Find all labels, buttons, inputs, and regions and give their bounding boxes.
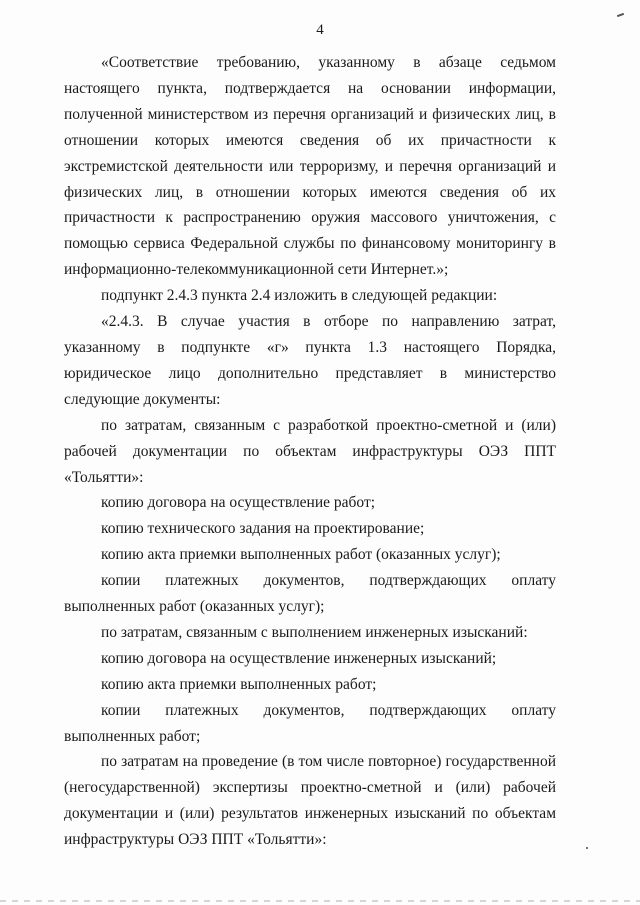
list-item: копии платежных документов, подтверждающих оплату выполненных работ;	[64, 701, 556, 745]
paragraph: по затратам, связанным с выполнением инженерных изысканий:	[101, 623, 528, 641]
scan-edge-line	[0, 900, 640, 902]
list-item: копию договора на осуществление инженерных изысканий;	[101, 649, 497, 667]
paragraph: «Соответствие требованию, указанному в абзаце седьмом настоящего пункта, подтверждается на основании информации, полученной министерством из перечня организаций и физических лиц, в отношении которых имеются сведения об их причастности к экстремистской деятельности или терроризму, и перечня организаций и физических лиц, в отношении которых имеются сведения об их причастности к распространению оружия массового уничтожения, с помощью сервиса Федеральной службы по финансовому мониторингу в информационно-телекоммуникационной сети Интернет.»;	[64, 54, 556, 279]
list-item: копию акта приемки выполненных работ;	[101, 675, 377, 693]
paragraph: по затратам на проведение (в том числе повторное) государственной (негосударственной) экспертизы проектно-сметной и (или) рабочей документации и (или) результатов инженерных изысканий по объектам инфраструктуры ОЭЗ ППТ «Тольятти»:	[64, 753, 556, 849]
paragraph: подпункт 2.4.3 пункта 2.4 изложить в следующей редакции:	[101, 287, 498, 305]
paragraph: по затратам, связанным с разработкой проектно-сметной и (или) рабочей документации по объектам инфраструктуры ОЭЗ ППТ «Тольятти»:	[64, 416, 556, 486]
page-number: 4	[316, 22, 324, 38]
list-item: копию договора на осуществление работ;	[101, 494, 376, 512]
scan-artifact	[617, 13, 624, 17]
list-item: копии платежных документов, подтверждающих оплату выполненных работ (оказанных услуг);	[64, 572, 556, 616]
paragraph: «2.4.3. В случае участия в отборе по направлению затрат, указанному в подпункте «г» пункта 1.3 настоящего Порядка, юридическое лицо дополнительно представляет в министерство следующие документы:	[64, 313, 556, 408]
document-body	[64, 50, 556, 853]
scan-artifact	[586, 847, 588, 849]
list-item: копию акта приемки выполненных работ (оказанных услуг);	[101, 546, 501, 564]
list-item: копию технического задания на проектирование;	[101, 520, 425, 538]
